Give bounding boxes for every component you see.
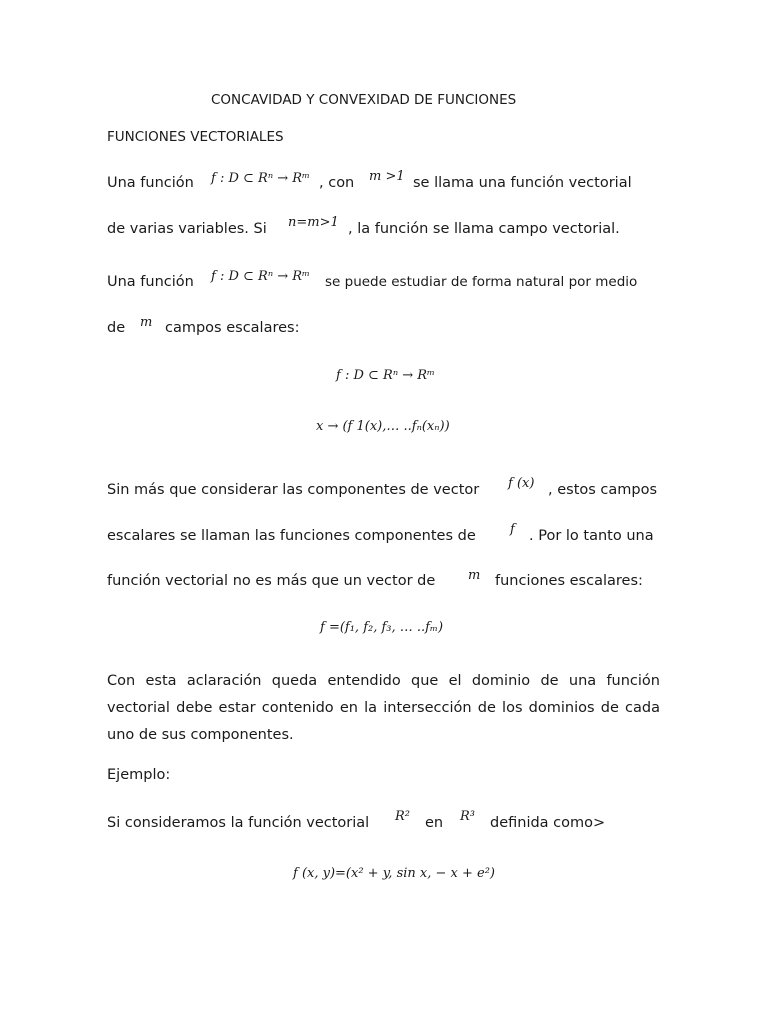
text-si-consideramos: Si consideramos la función vectorial bbox=[107, 815, 370, 831]
text-una-funcion-2: Una función bbox=[107, 274, 194, 290]
text-definida-como: definida como> bbox=[490, 815, 606, 831]
section-heading: FUNCIONES VECTORIALES bbox=[107, 129, 284, 145]
text-funciones-escalares: funciones escalares: bbox=[495, 573, 643, 589]
equation-function-def: f : D ⊂ Rⁿ → Rᵐ bbox=[336, 368, 436, 383]
text-por-lo-tanto: . Por lo tanto una bbox=[529, 528, 654, 544]
paragraph-domain-note: Con esta aclaración queda entendido que el dominio de una función vectorial debe estar contenido en la intersección de los dominios de cada uno de sus componentes. bbox=[107, 673, 660, 743]
math-m-1: m bbox=[140, 315, 153, 330]
text-campos-escalares: campos escalares: bbox=[165, 320, 300, 336]
text-de: de bbox=[107, 320, 126, 336]
math-function-def-1: f : D ⊂ Rⁿ → Rᵐ bbox=[211, 171, 311, 186]
equation-vector-components: f =(f₁, f₂, f₃, … ..fₘ) bbox=[320, 620, 444, 635]
text-escalares-se-llaman: escalares se llaman las funciones componentes de bbox=[107, 528, 476, 544]
text-campo-vectorial: , la función se llama campo vectorial. bbox=[348, 221, 620, 237]
text-estos-campos: , estos campos bbox=[548, 482, 658, 498]
text-de-varias: de varias variables. Si bbox=[107, 221, 267, 237]
text-sin-mas: Sin más que considerar las componentes de vector bbox=[107, 482, 480, 498]
example-label: Ejemplo: bbox=[107, 767, 171, 783]
document-title: CONCAVIDAD Y CONVEXIDAD DE FUNCIONES bbox=[211, 92, 517, 108]
text-se-puede-estudiar: se puede estudiar de forma natural por medio bbox=[325, 274, 638, 290]
math-m-gt-1: m >1 bbox=[369, 169, 405, 184]
math-r3: R³ bbox=[460, 809, 475, 824]
text-con: , con bbox=[319, 175, 355, 191]
math-r2: R² bbox=[395, 809, 410, 824]
math-f: f bbox=[510, 522, 515, 537]
equation-example-function: f (x, y)=(x² + y, sin x, − x + e²) bbox=[293, 866, 495, 881]
text-funcion-vectorial-no-es: función vectorial no es más que un vector de bbox=[107, 573, 436, 589]
text-se-llama: se llama una función vectorial bbox=[413, 175, 632, 191]
math-n-eq-m: n=m>1 bbox=[288, 215, 339, 230]
math-m-2: m bbox=[468, 568, 481, 583]
equation-mapping: x → (f 1(x),… ..fₙ(xₙ)) bbox=[316, 419, 450, 434]
math-function-def-2: f : D ⊂ Rⁿ → Rᵐ bbox=[211, 269, 311, 284]
math-f-of-x: f (x) bbox=[508, 476, 535, 491]
text-una-funcion-1: Una función bbox=[107, 175, 194, 191]
text-en: en bbox=[425, 815, 444, 831]
